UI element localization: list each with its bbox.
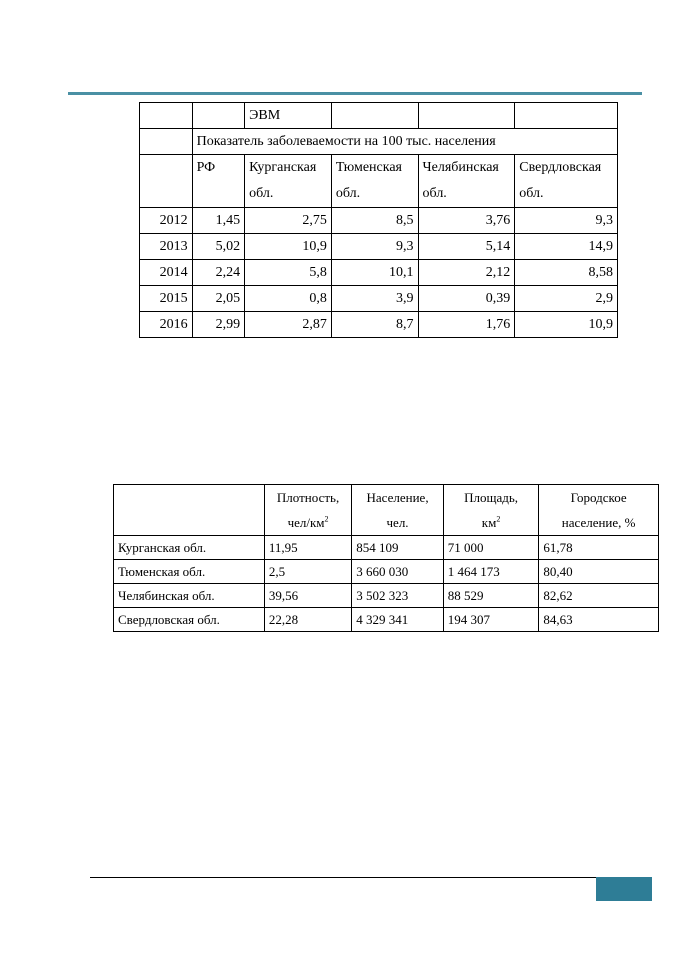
table-cell: 2,87 bbox=[245, 312, 332, 338]
superscript: 2 bbox=[496, 514, 501, 524]
table-cell: 4 329 341 bbox=[352, 608, 444, 632]
table-header-row bbox=[140, 155, 618, 208]
table-row bbox=[114, 608, 659, 632]
table-cell: 22,28 bbox=[264, 608, 351, 632]
table-cell: ЭВМ bbox=[245, 103, 332, 129]
table-cell: 2,75 bbox=[245, 208, 332, 234]
table-cell: 9,3 bbox=[515, 208, 618, 234]
table-header-cell bbox=[140, 155, 193, 208]
header-line: Тюменская bbox=[335, 160, 402, 175]
table-cell: 854 109 bbox=[352, 536, 444, 560]
table-header-row bbox=[114, 485, 659, 536]
page-number-tab bbox=[596, 877, 652, 901]
table-row bbox=[114, 560, 659, 584]
table-cell bbox=[515, 103, 618, 129]
table-cell: 1,76 bbox=[418, 312, 515, 338]
header-line: км bbox=[481, 515, 497, 530]
table-cell: 82,62 bbox=[539, 584, 659, 608]
table-cell: 88 529 bbox=[443, 584, 539, 608]
header-line: обл. bbox=[249, 186, 274, 201]
table-cell: 1 464 173 bbox=[443, 560, 539, 584]
header-line: чел. bbox=[386, 515, 409, 530]
table-cell: 3 660 030 bbox=[352, 560, 444, 584]
table-cell: 0,39 bbox=[418, 286, 515, 312]
header-line: Плотность, bbox=[276, 490, 340, 505]
table-cell: 39,56 bbox=[264, 584, 351, 608]
table-cell: 11,95 bbox=[264, 536, 351, 560]
table-row bbox=[140, 260, 618, 286]
table-cell: 2,5 bbox=[264, 560, 351, 584]
morbidity-table bbox=[139, 102, 618, 338]
table-row bbox=[114, 584, 659, 608]
year-cell: 2014 bbox=[140, 260, 193, 286]
header-line: РФ bbox=[196, 160, 216, 175]
table-cell: 84,63 bbox=[539, 608, 659, 632]
table-header-cell bbox=[418, 155, 515, 208]
header-line: обл. bbox=[335, 186, 361, 201]
table-cell: 8,7 bbox=[331, 312, 418, 338]
table-cell: 5,02 bbox=[192, 234, 245, 260]
table-header-cell bbox=[114, 485, 265, 536]
header-rule bbox=[68, 92, 642, 95]
header-line: обл. bbox=[422, 186, 447, 201]
region-cell: Курганская обл. bbox=[114, 536, 265, 560]
table-header-cell bbox=[264, 485, 351, 536]
table-row bbox=[140, 129, 618, 155]
table-cell bbox=[140, 103, 193, 129]
table-cell: 2,12 bbox=[418, 260, 515, 286]
footer-rule bbox=[90, 877, 596, 878]
table-header-cell bbox=[515, 155, 618, 208]
table-cell: 1,45 bbox=[192, 208, 245, 234]
table-cell: 14,9 bbox=[515, 234, 618, 260]
table-cell: 61,78 bbox=[539, 536, 659, 560]
table-cell: 0,8 bbox=[245, 286, 332, 312]
header-line: обл. bbox=[519, 186, 544, 201]
table-header-cell bbox=[192, 155, 245, 208]
table-cell bbox=[331, 103, 418, 129]
table-row bbox=[140, 286, 618, 312]
header-line: Свердловская bbox=[519, 160, 602, 175]
year-cell: 2015 bbox=[140, 286, 193, 312]
table-cell: 5,14 bbox=[418, 234, 515, 260]
header-line: население, % bbox=[561, 515, 636, 530]
header-line: Челябинская bbox=[422, 160, 499, 175]
year-cell: 2012 bbox=[140, 208, 193, 234]
table-cell: 2,9 bbox=[515, 286, 618, 312]
table-row bbox=[140, 208, 618, 234]
region-cell: Тюменская обл. bbox=[114, 560, 265, 584]
table-cell bbox=[192, 103, 245, 129]
table-cell: 5,8 bbox=[245, 260, 332, 286]
table-header-cell bbox=[443, 485, 539, 536]
table-header-cell bbox=[539, 485, 659, 536]
year-cell: 2013 bbox=[140, 234, 193, 260]
region-cell: Свердловская обл. bbox=[114, 608, 265, 632]
table-cell: 3,76 bbox=[418, 208, 515, 234]
region-cell: Челябинская обл. bbox=[114, 584, 265, 608]
year-cell: 2016 bbox=[140, 312, 193, 338]
table-cell bbox=[140, 129, 193, 155]
header-line: чел/км bbox=[287, 515, 325, 530]
table-cell: 10,9 bbox=[515, 312, 618, 338]
table-cell: 9,3 bbox=[331, 234, 418, 260]
table-row bbox=[140, 312, 618, 338]
table-cell: 2,24 bbox=[192, 260, 245, 286]
table-cell: 194 307 bbox=[443, 608, 539, 632]
table-header-cell bbox=[352, 485, 444, 536]
table-cell bbox=[418, 103, 515, 129]
table-row bbox=[114, 536, 659, 560]
table-cell: 80,40 bbox=[539, 560, 659, 584]
table-header-cell bbox=[331, 155, 418, 208]
table-header-cell bbox=[245, 155, 332, 208]
regions-table bbox=[113, 484, 659, 632]
table-cell: 10,9 bbox=[245, 234, 332, 260]
table-cell: 2,05 bbox=[192, 286, 245, 312]
table-cell: 3 502 323 bbox=[352, 584, 444, 608]
table-caption: Показатель заболеваемости на 100 тыс. населения bbox=[192, 129, 617, 155]
table-cell: 8,58 bbox=[515, 260, 618, 286]
table-cell: 10,1 bbox=[331, 260, 418, 286]
table-cell: 8,5 bbox=[331, 208, 418, 234]
table-cell: 3,9 bbox=[331, 286, 418, 312]
header-line: Население, bbox=[366, 490, 429, 505]
table-cell: 71 000 bbox=[443, 536, 539, 560]
header-line: Площадь, bbox=[464, 490, 519, 505]
table-cell: 2,99 bbox=[192, 312, 245, 338]
header-line: Городское bbox=[570, 490, 627, 505]
table-row bbox=[140, 103, 618, 129]
table-row bbox=[140, 234, 618, 260]
superscript: 2 bbox=[324, 514, 329, 524]
header-line: Курганская bbox=[249, 160, 317, 175]
